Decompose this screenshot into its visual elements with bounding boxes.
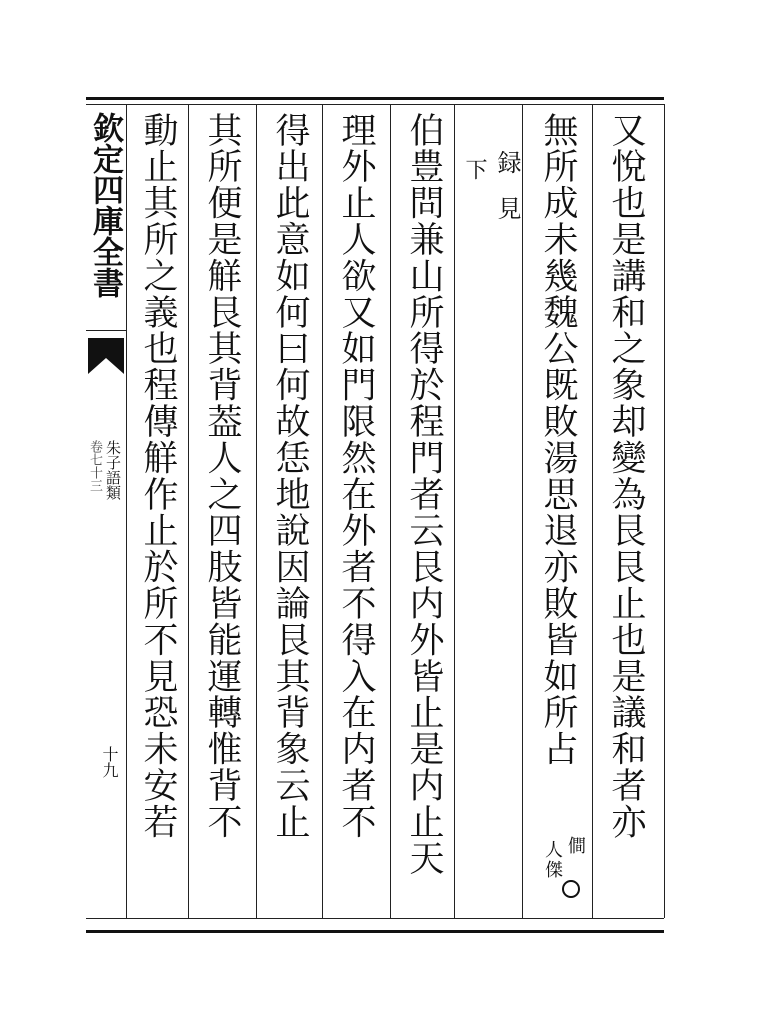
frame-inner-top-rule <box>86 104 664 105</box>
text-column-7: 其所便是觧艮其背葢人之四肢皆能運轉惟背不 <box>202 112 242 840</box>
annotation-renjie: 人傑 <box>542 840 563 880</box>
text-column-5: 理外止人欲又如門限然在外者不得入在内者不 <box>336 112 376 840</box>
annotation-lu: 録 <box>493 150 521 176</box>
frame-inner-bottom-rule <box>86 918 664 919</box>
column-divider <box>188 104 189 918</box>
text-column-8: 動止其所之義也程傳觧作止於所不見恐未安若 <box>138 112 178 840</box>
column-divider <box>390 104 391 918</box>
text-column-2: 無所成未幾魏公既敗湯思退亦敗皆如所占 <box>538 112 578 768</box>
text-column-1: 又悅也是講和之象却變為艮艮止也是議和者亦 <box>606 112 646 840</box>
text-column-6: 得出此意如何曰何故恁地說因論艮其背象云止 <box>270 112 310 840</box>
column-divider <box>126 104 127 918</box>
page-number: 十九 <box>100 746 119 778</box>
subsection-title: 卷七十三 <box>87 440 102 492</box>
fishtail-mark-icon <box>88 338 124 374</box>
column-divider <box>454 104 455 918</box>
column-divider <box>256 104 257 918</box>
annotation-xian: 僴 <box>565 836 586 856</box>
book-title: 欽定四庫全書 <box>87 112 123 298</box>
column-divider <box>592 104 593 918</box>
annotation-xia: 下 <box>462 158 487 182</box>
margin-divider <box>86 330 126 331</box>
text-column-4: 伯豊問兼山所得於程門者云艮内外皆止是内止天 <box>404 112 444 877</box>
annotation-jian: 見 <box>493 196 521 222</box>
column-divider <box>522 104 523 918</box>
section-title: 朱子語類 <box>104 440 122 500</box>
column-divider <box>664 104 665 918</box>
separator-circle-icon <box>560 878 582 900</box>
column-divider <box>322 104 323 918</box>
